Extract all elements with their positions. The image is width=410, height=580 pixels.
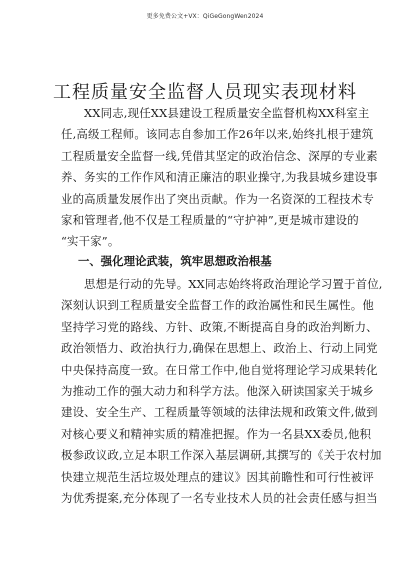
paragraph-section1 (61, 274, 383, 509)
document-title: 工程质量安全监督人员现实表现材料 (53, 82, 357, 103)
paragraph-line: 工程质量安全监督一线,凭借其坚定的政治信念、深厚的专业素 (61, 148, 378, 163)
paragraph-line: 业的高质量发展作出了突出贡献。作为一名资深的工程技术专 (61, 191, 374, 206)
paragraph-intro (61, 103, 378, 253)
paragraph-line: 为推动工作的强大动力和科学方法。他深入研读国家关于城乡 (61, 384, 374, 399)
paragraph-line: 思想是行动的先导。XX同志始终将政治理论学习置于首位, (84, 277, 383, 291)
paragraph-line: 为优秀提案,充分体现了一名专业技术人员的社会责任感与担当 (61, 491, 378, 506)
paragraph-line: 政治领悟力、政治执行力,确保在思想上、政治上、行动上同党 (61, 341, 378, 356)
paragraph-line: XX同志,现任XX县建设工程质量安全监督机构XX科室主 (84, 106, 370, 120)
header-watermark: 更多免费公文+VX：QiGeGongWen2024 (146, 13, 264, 20)
paragraph-line: 坚持学习党的路线、方针、政策,不断提高自身的政治判断力、 (61, 319, 378, 334)
paragraph-line: 极参政议政,立足本职工作深入基层调研,其撰写的《关于农村加 (61, 448, 382, 463)
paragraph-line: “实干家”。 (61, 234, 120, 249)
paragraph-line: 对核心要义和精神实质的精准把握。作为一名县XX委员,他积 (61, 426, 372, 441)
section-heading: 一、强化理论武装，筑牢思想政治根基 (78, 254, 272, 268)
paragraph-line: 家和管理者,他不仅是工程质量的“守护神”,更是城市建设的 (61, 213, 359, 228)
paragraph-line: 建设、安全生产、工程质量等领域的法律法规和政策文件,做到 (61, 405, 378, 420)
paragraph-line: 养、务实的工作作风和清正廉洁的职业操守,为我县城乡建设事 (61, 170, 378, 185)
paragraph-line: 深刻认识到工程质量安全监督工作的政治属性和民生属性。他 (61, 298, 374, 313)
paragraph-line: 快建立规范生活垃圾处理点的建议》因其前瞻性和可行性被评 (61, 469, 374, 484)
paragraph-line: 任,高级工程师。该同志自参加工作26年以来,始终扎根于建筑 (61, 127, 374, 142)
paragraph-line: 中央保持高度一致。在日常工作中,他自觉将理论学习成果转化 (61, 362, 378, 377)
